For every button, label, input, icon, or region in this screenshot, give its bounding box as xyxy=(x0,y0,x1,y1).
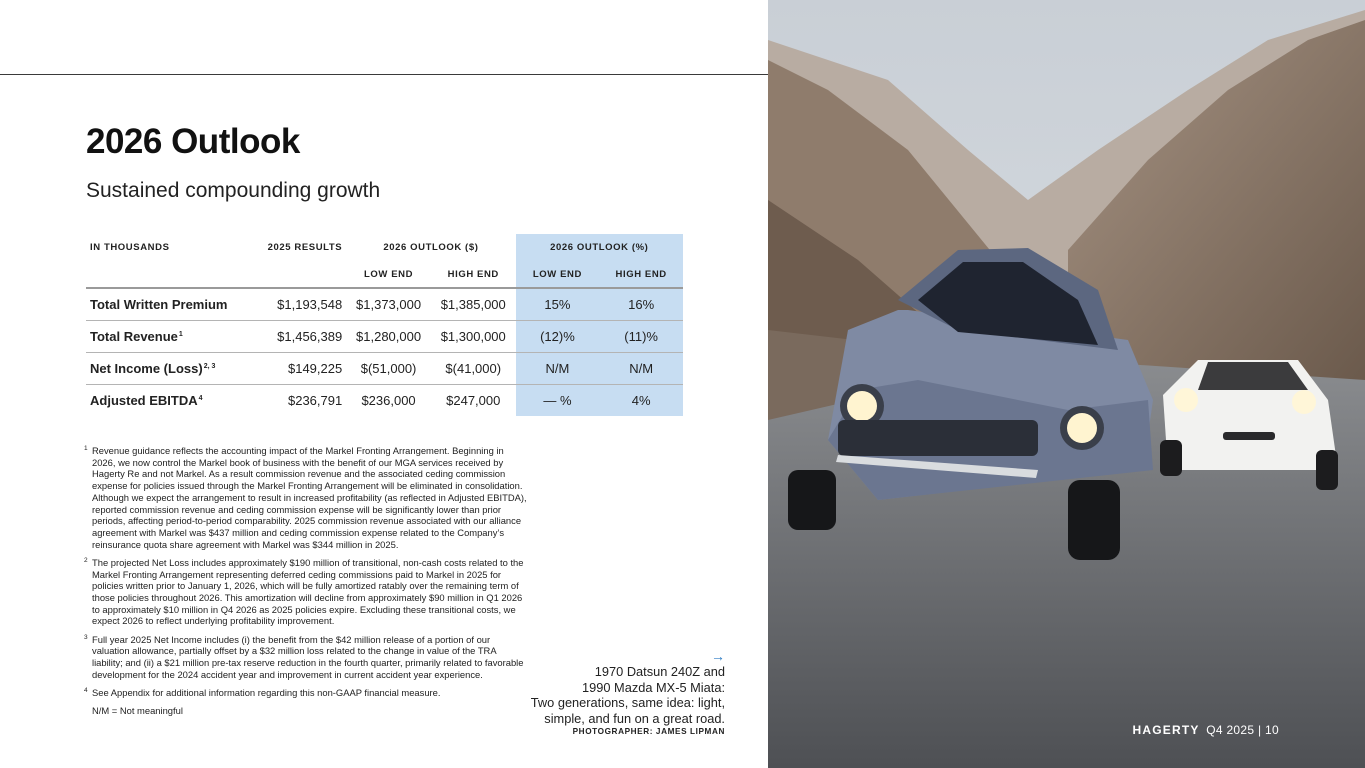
nm-note: N/M = Not meaningful xyxy=(92,705,183,717)
footnote xyxy=(84,634,529,681)
hagerty-logo: HAGERTY xyxy=(1132,723,1200,737)
cell-usd-high: $1,300,000 xyxy=(431,320,516,352)
header-2026-outlook-pct: 2026 OUTLOOK (%) xyxy=(516,234,683,261)
table-row xyxy=(86,320,683,352)
report-period: Q4 2025 xyxy=(1206,723,1255,737)
caption-line: simple, and fun on a great road. xyxy=(544,710,725,726)
cell-pct-high: 16% xyxy=(599,288,683,320)
cell-usd-low: $1,280,000 xyxy=(346,320,431,352)
cell-usd-low: $(51,000) xyxy=(346,352,431,384)
cell-usd-high: $(41,000) xyxy=(431,352,516,384)
row-label: Adjusted EBITDA$^4$ xyxy=(90,392,203,408)
footnote-text: See Appendix for additional information regarding this non-GAAP financial measure. xyxy=(92,686,441,698)
footnote-text: The projected Net Loss includes approximately $190 million of transitional, non-cash costs related to the Markel Fronting Arrangement representing deferred ceding commissions paid to Markel in 2025 for policies written prior to January 1, 2026, which will be fully amortized ratably over the remaining term of those policies throughout 2026. This amortization will decline from approximately $90 million in Q1 2026 to approximately $10 million in Q4 2026 as 2025 policies expire. Excluding these transitional costs, we expect 2026 to reflect underlying profitability improvement. xyxy=(92,556,524,627)
caption-line: 1990 Mazda MX-5 Miata: xyxy=(582,679,725,695)
cell-pct-low: — % xyxy=(516,384,600,416)
table-subheader-row xyxy=(86,261,683,288)
cell-pct-low: (12)% xyxy=(516,320,600,352)
header-2025-results: 2025 RESULTS xyxy=(267,242,343,253)
row-label: Total Revenue$^1$ xyxy=(86,320,256,352)
header-usd-high-end: HIGH END xyxy=(431,261,516,288)
table-row xyxy=(86,352,683,384)
cell-2025-results: $1,456,389 xyxy=(256,320,346,352)
footnote-number: 2 xyxy=(84,556,88,564)
car-photo-illustration xyxy=(768,0,1365,768)
photo-caption xyxy=(515,648,725,726)
cell-usd-high: $247,000 xyxy=(446,392,501,408)
header-pct-low-end: LOW END xyxy=(516,261,600,288)
page-title: 2026 Outlook xyxy=(86,122,300,161)
cell-usd-low: $1,373,000 xyxy=(346,288,431,320)
footnote-text: Full year 2025 Net Income includes (i) the benefit from the $42 million release of a portion of our valuation allowance, partially offset by a $32 million loss related to the change in value of the TRA liability; and (ii) a $21 million pre-tax reserve reduction in the fourth quarter, primarily related to favorable development for the 2024 accident year and improvement in current accident year experience. xyxy=(92,633,524,680)
page-number: 10 xyxy=(1265,723,1279,737)
header-2026-outlook-usd: 2026 OUTLOOK ($) xyxy=(383,242,479,253)
cell-pct-low: 15% xyxy=(516,288,600,320)
footnote-number: 3 xyxy=(84,633,88,641)
footnote xyxy=(84,445,529,550)
car-photo xyxy=(768,0,1365,768)
cell-2025-results: $149,225 xyxy=(256,352,346,384)
cell-2025-results: $236,791 xyxy=(287,392,343,408)
cell-pct-low: N/M xyxy=(516,352,600,384)
page-subtitle: Sustained compounding growth xyxy=(86,179,381,202)
footnote-ref: 4 xyxy=(198,394,203,402)
arrow-right-icon: → xyxy=(711,648,725,664)
table-row xyxy=(86,288,683,320)
footnote-ref: 2, 3 xyxy=(203,362,216,370)
cell-usd-low: $236,000 xyxy=(361,392,416,408)
footnote xyxy=(84,687,529,699)
footnote-number: 4 xyxy=(84,686,88,694)
header-pct-high-end: HIGH END xyxy=(599,261,683,288)
header-usd-low-end: LOW END xyxy=(346,261,431,288)
cell-2025-results: $1,193,548 xyxy=(256,288,346,320)
cell-pct-high: N/M xyxy=(599,352,683,384)
photo-credit: PHOTOGRAPHER: JAMES LIPMAN xyxy=(572,727,725,736)
cell-pct-high: 4% xyxy=(599,384,683,416)
footnote xyxy=(84,557,529,627)
cell-usd-high: $1,385,000 xyxy=(431,288,516,320)
table-row xyxy=(86,384,683,416)
caption-line: 1970 Datsun 240Z and xyxy=(594,664,725,679)
footnote-text: Revenue guidance reflects the accounting impact of the Markel Fronting Arrangement. Beginning in 2026, we now control the Markel book of business with the benefit of our MGA services received by Hagerty Re and not Markel. As a result commission revenue and the associated ceding commission expense for policies issued through the Markel Fronting Arrangement will be eliminated in consolidation. Although we expect the arrangement to result in increased profitability (as reflected in Adjusted EBITDA), reported commission revenue and ceding commission expense will be significantly lower than prior periods, affecting period-to-period comparability. 2025 commission revenue associated with our alliance agreement with Markel was $437 million and ceding commission expense related to the Company’s reinsurance quota share agreement with Markel was $344 million in 2025. xyxy=(92,445,527,550)
row-label: Total Written Premium xyxy=(86,288,256,320)
top-divider xyxy=(0,74,768,75)
footnote-ref: 1 xyxy=(178,330,183,338)
header-in-thousands: IN THOUSANDS xyxy=(90,242,170,253)
footnote-number: 1 xyxy=(84,445,88,452)
cell-pct-high: (11)% xyxy=(599,320,683,352)
brand-footer xyxy=(1132,723,1279,737)
table-header-row xyxy=(86,234,683,261)
caption-line: Two generations, same idea: light, xyxy=(530,695,725,710)
outlook-table xyxy=(86,234,683,416)
footnotes xyxy=(84,445,529,717)
footer-separator: | xyxy=(1257,723,1262,737)
row-label: Net Income (Loss)$^{2, 3}$ xyxy=(86,352,256,384)
